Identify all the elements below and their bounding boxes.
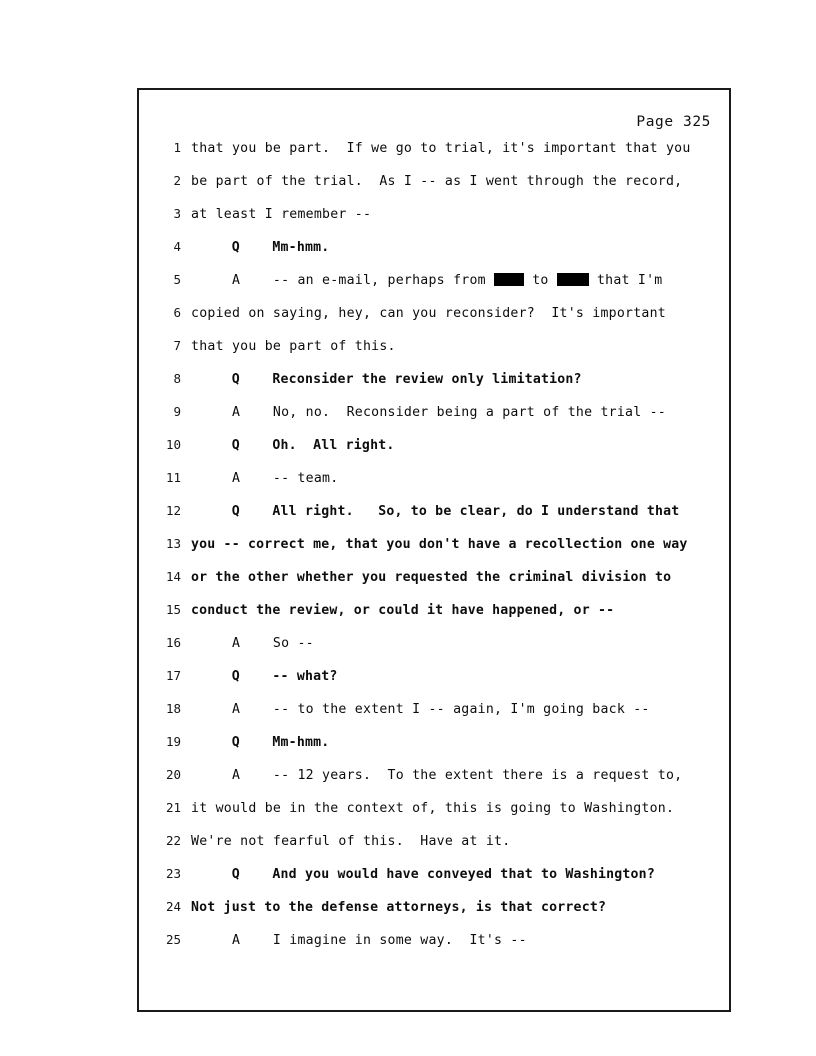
transcript-line — [139, 866, 729, 899]
transcript-line — [139, 800, 729, 833]
line-number: 17 — [165, 668, 181, 683]
line-number: 18 — [165, 701, 181, 716]
transcript-line — [139, 404, 729, 437]
line-number: 12 — [165, 503, 181, 518]
transcript-body — [139, 140, 729, 965]
line-text: copied on saying, hey, can you reconsider? It's important — [191, 306, 666, 321]
line-number: 4 — [173, 239, 181, 254]
line-number: 6 — [173, 305, 181, 320]
transcript-line — [139, 602, 729, 635]
line-number: 13 — [165, 536, 181, 551]
transcript-line — [139, 767, 729, 800]
line-text: A -- team. — [191, 471, 339, 486]
line-number: 3 — [173, 206, 181, 221]
line-text: A -- to the extent I -- again, I'm going back -- — [191, 702, 650, 717]
line-text: conduct the review, or could it have happened, or -- — [191, 603, 615, 618]
transcript-line — [139, 338, 729, 371]
line-text: A -- 12 years. To the extent there is a request to, — [191, 768, 683, 783]
line-number: 21 — [165, 800, 181, 815]
transcript-line — [139, 470, 729, 503]
line-text: it would be in the context of, this is going to Washington. — [191, 801, 675, 816]
line-number: 5 — [173, 272, 181, 287]
line-text: Q All right. So, to be clear, do I understand that — [191, 504, 680, 519]
transcript-line — [139, 899, 729, 932]
line-text-segment: to — [524, 273, 557, 288]
line-number: 23 — [165, 866, 181, 881]
transcript-line — [139, 569, 729, 602]
transcript-line — [139, 437, 729, 470]
transcript-line — [139, 536, 729, 569]
line-number: 9 — [173, 404, 181, 419]
transcript-line — [139, 140, 729, 173]
line-text: A No, no. Reconsider being a part of the trial -- — [191, 405, 666, 420]
line-number: 10 — [165, 437, 181, 452]
transcript-line — [139, 503, 729, 536]
line-text: Q Mm-hmm. — [191, 240, 330, 255]
line-text: We're not fearful of this. Have at it. — [191, 834, 511, 849]
line-text: A I imagine in some way. It's -- — [191, 933, 527, 948]
redaction-block — [557, 273, 589, 286]
line-number: 7 — [173, 338, 181, 353]
transcript-line — [139, 932, 729, 965]
transcript-line — [139, 173, 729, 206]
line-text: you -- correct me, that you don't have a recollection one way — [191, 537, 688, 552]
line-number: 1 — [173, 140, 181, 155]
redaction-block — [494, 273, 524, 286]
line-text: be part of the trial. As I -- as I went through the record, — [191, 174, 683, 189]
transcript-line — [139, 305, 729, 338]
line-number: 15 — [165, 602, 181, 617]
line-text: that you be part. If we go to trial, it's important that you — [191, 141, 691, 156]
line-text: or the other whether you requested the criminal division to — [191, 570, 672, 585]
line-text: Not just to the defense attorneys, is that correct? — [191, 900, 607, 915]
line-text-segment: that I'm — [588, 273, 663, 288]
transcript-line — [139, 734, 729, 767]
line-number: 19 — [165, 734, 181, 749]
line-number: 16 — [165, 635, 181, 650]
line-number: 20 — [165, 767, 181, 782]
transcript-line — [139, 239, 729, 272]
transcript-line — [139, 635, 729, 668]
line-text: at least I remember -- — [191, 207, 372, 222]
line-text: Q -- what? — [191, 669, 338, 684]
line-text: that you be part of this. — [191, 339, 396, 354]
transcript-line — [139, 833, 729, 866]
transcript-line — [139, 206, 729, 239]
line-text: Q Mm-hmm. — [191, 735, 330, 750]
transcript-line — [139, 668, 729, 701]
line-number: 11 — [165, 470, 181, 485]
line-number: 14 — [165, 569, 181, 584]
transcript-line — [139, 272, 729, 305]
line-number: 25 — [165, 932, 181, 947]
line-number: 24 — [165, 899, 181, 914]
transcript-page — [137, 88, 731, 1012]
line-text: A So -- — [191, 636, 314, 651]
page-number-label: Page 325 — [636, 114, 711, 130]
transcript-line — [139, 701, 729, 734]
line-number: 2 — [173, 173, 181, 188]
line-text: Q Oh. All right. — [191, 438, 395, 453]
line-text-segment: A -- an e-mail, perhaps from — [191, 273, 495, 288]
transcript-line — [139, 371, 729, 404]
line-number: 8 — [173, 371, 181, 386]
line-text — [191, 273, 663, 288]
line-text: Q And you would have conveyed that to Washington? — [191, 867, 655, 882]
line-number: 22 — [165, 833, 181, 848]
line-text: Q Reconsider the review only limitation? — [191, 372, 582, 387]
